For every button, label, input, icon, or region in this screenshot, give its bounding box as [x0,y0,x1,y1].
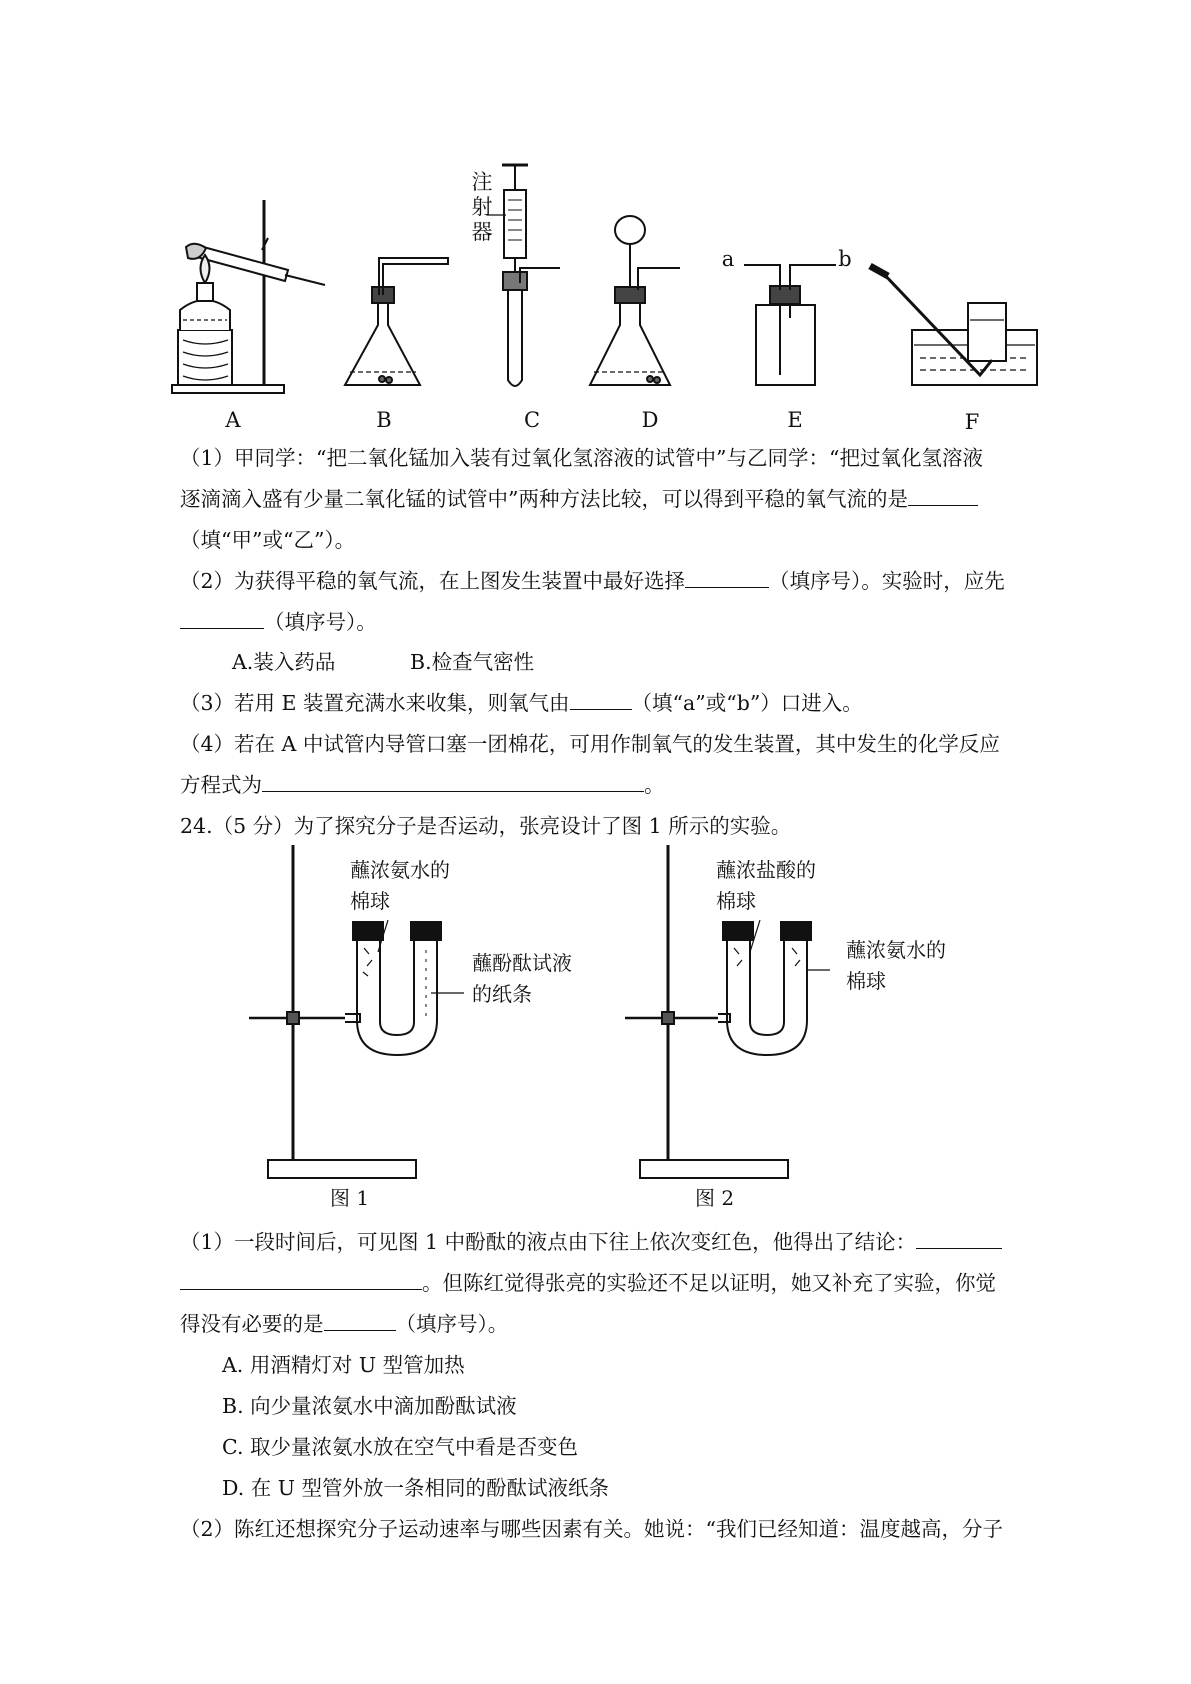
fig1-ball-line1: 蘸浓氨水的 [350,858,450,882]
q23-p4-line1: （4）若在 A 中试管内导管口塞一团棉花，可用作制氧气的发生装置，其中发生的化学反应 [180,732,1000,756]
q24-option-b: B. 向少量浓氨水中滴加酚酞试液 [222,1394,517,1418]
q23-option-b: B.检查气密性 [410,650,535,674]
apparatus-figure [0,0,1191,420]
q23-p4-line2-text: 方程式为 [180,773,262,797]
fig1-caption: 图 1 [330,1186,370,1210]
q24-p1-line1 [180,1228,1015,1256]
answer-blank[interactable] [324,1312,396,1331]
q24-p1-line2-text: 。但陈红觉得张亮的实验还不足以证明，她又补充了实验，你觉 [422,1271,996,1295]
u-tube-figures [0,830,1191,1190]
port-a-label: a [721,247,735,271]
q23-p1-line3: （填“甲”或“乙”）。 [180,528,356,552]
q24-p1-line3-text: 得没有必要的是 [180,1312,324,1336]
q24-p1-line3 [180,1310,1015,1338]
q23-p1-line2 [180,485,1015,513]
apparatus-e [744,265,836,385]
answer-blank[interactable] [908,487,978,506]
q23-p2-line1-text: （2）为获得平稳的氧气流，在上图发生装置中最好选择 [180,569,686,593]
fig2-ball-right-line2: 棉球 [846,969,886,993]
fig1-paper-label [472,948,572,1010]
answer-blank[interactable] [180,610,264,629]
label-a: A [225,408,241,432]
label-d: D [641,408,659,432]
q23-p2-line1 [180,567,1015,595]
syringe-char: 射 [471,195,493,219]
q23-p4-line2 [180,771,1015,799]
q24-p2-line1: （2）陈红还想探究分子运动速率与哪些因素有关。她说：“我们已经知道：温度越高，分子 [180,1517,1004,1541]
port-b-label: b [838,247,852,271]
apparatus-f [870,266,1037,385]
q24-p1-line1-text: （1）一段时间后，可见图 1 中酚酞的液点由下往上依次变红色，他得出了结论： [180,1230,917,1254]
q23-p4-line2-tail: 。 [644,773,665,797]
fig2-ball-right-label [846,935,946,997]
q23-p1-line2-text: 逐滴滴入盛有少量二氧化锰的试管中”两种方法比较，可以得到平稳的氧气流的是 [180,487,908,511]
q23-p3-tail: （填“a”或“b”）口进入。 [631,691,863,715]
label-f: F [964,410,980,434]
fig2-ball-left-line1: 蘸浓盐酸的 [716,858,816,882]
q24-option-a: A. 用酒精灯对 U 型管加热 [222,1353,465,1377]
label-b: B [376,408,392,432]
fig2-ball-left-line2: 棉球 [716,889,756,913]
fig1-ball-line2: 棉球 [350,889,390,913]
q23-p2-line2-text: （填序号）。 [264,610,377,634]
fig2-caption: 图 2 [695,1186,735,1210]
apparatus-a [172,200,325,393]
syringe-label [470,170,494,245]
q24-heading: 24.（5 分）为了探究分子是否运动，张亮设计了图 1 所示的实验。 [180,814,792,838]
q24-p1-line2 [180,1269,1015,1297]
fig2-ball-left-label [716,855,816,917]
fig2-ball-right-line1: 蘸浓氨水的 [846,938,946,962]
q24-p1-line3-tail: （填序号）。 [395,1312,509,1336]
q23-p3-text: （3）若用 E 装置充满水来收集，则氧气由 [180,691,570,715]
q24-option-d: D. 在 U 型管外放一条相同的酚酞试液纸条 [222,1476,610,1500]
apparatus-d [590,216,680,385]
label-e: E [787,408,803,432]
q24-option-c: C. 取少量浓氨水放在空气中看是否变色 [222,1435,578,1459]
q23-option-a: A.装入药品 [232,650,336,674]
label-c: C [523,408,541,432]
q23-p3 [180,689,1015,717]
q23-p1-line1: （1）甲同学：“把二氧化锰加入装有过氧化氢溶液的试管中”与乙同学：“把过氧化氢溶液 [180,446,983,470]
answer-blank[interactable] [685,569,769,588]
answer-blank[interactable] [570,691,632,710]
syringe-char: 器 [471,220,493,244]
answer-blank[interactable] [180,1271,422,1290]
q23-p2-line2 [180,608,1015,636]
syringe-char: 注 [471,170,493,194]
fig1-ball-label [350,855,450,917]
answer-blank[interactable] [262,773,644,792]
apparatus-b [345,258,448,385]
fig1-paper-line2: 的纸条 [472,982,532,1006]
apparatus-c [488,165,560,386]
fig1-paper-line1: 蘸酚酞试液 [472,951,572,975]
answer-blank[interactable] [916,1230,1002,1249]
q23-p2-line1-tail: （填序号）。实验时，应先 [769,569,1005,593]
